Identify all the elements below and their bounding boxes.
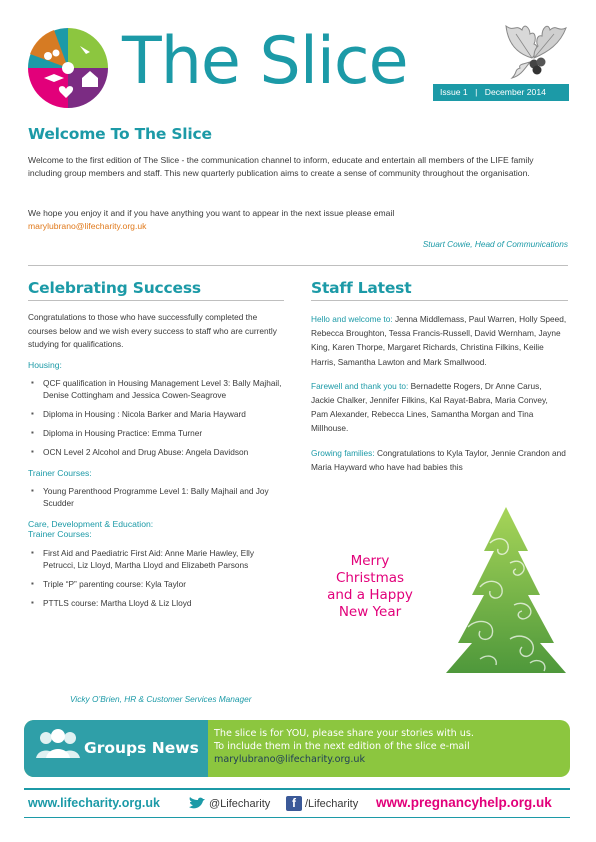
groups-news-text — [214, 727, 564, 766]
welcome-divider — [28, 265, 568, 266]
greeting-line-2: Christmas — [335, 570, 405, 586]
christmas-tree — [440, 503, 572, 681]
staff-title: Staff Latest — [311, 279, 412, 297]
twitter-bird-icon — [188, 797, 206, 810]
issue-separator: | — [475, 87, 478, 97]
issue-date: December 2014 — [484, 87, 546, 97]
welcome-email-link[interactable]: marylubrano@lifecharity.org.uk — [28, 221, 147, 231]
footer-site-link[interactable]: www.lifecharity.org.uk — [28, 796, 160, 810]
masthead-title: The Slice — [122, 24, 408, 99]
list-item: ▪ Diploma in Housing : Nicola Barker and Maria Hayward — [28, 408, 286, 420]
footer-pregnancy-link[interactable]: www.pregnancyhelp.org.uk — [376, 795, 552, 810]
footer-top-rule — [24, 788, 570, 790]
staff-farewell-text: Bernadette Rogers, Dr Anne Carus, Jackie Chalker, Jennifer Filkins, Kal Rayat-Babra, Maria Convey, Pam Alexander, Rebecca Lines, Samantha Morgan and Tina Millhouse. — [311, 380, 548, 434]
success-title: Celebrating Success — [28, 279, 201, 297]
staff-farewell — [311, 379, 567, 436]
staff-hello — [311, 312, 567, 369]
greeting-line-3: and a Happy — [327, 587, 413, 603]
footer-twitter[interactable] — [188, 797, 270, 810]
staff-hello-text: Jenna Middlemass, Paul Warren, Holly Speed, Rebecca Broughton, Tessa Francis-Russell, David Wernham, Jayne King, Karen Thorpe, Margaret Richards, Christina Filkins, Keilie Harris, Samantha Lawton and Mark Smallwood. — [311, 314, 567, 367]
groups-line-1: The slice is for YOU, please share your stories with us. — [214, 728, 474, 739]
footer-bottom-rule — [24, 817, 570, 818]
facebook-icon: f — [286, 796, 302, 811]
holly-icon — [494, 14, 574, 84]
trainer-heading: Trainer Courses: — [28, 467, 92, 478]
groups-line-2: To include them in the next edition of the slice e-mail — [214, 741, 470, 752]
staff-hello-label: Hello and welcome to: — [311, 314, 393, 324]
twitter-handle: @Lifecharity — [209, 797, 271, 810]
christmas-tree-icon — [440, 503, 572, 681]
staff-title-underline — [311, 300, 568, 301]
list-item: ▪ Diploma in Housing Practice: Emma Turner — [28, 427, 286, 439]
care-heading: Care, Development & Education: — [28, 518, 154, 529]
issue-number: Issue 1 — [440, 87, 468, 97]
housing-heading: Housing: — [28, 359, 62, 370]
holly-illustration — [494, 14, 574, 84]
list-item: ▪ OCN Level 2 Alcohol and Drug Abuse: Angela Davidson — [28, 446, 286, 458]
facebook-handle: /Lifecharity — [305, 797, 359, 810]
welcome-paragraph-1: Welcome to the first edition of The Slice - the communication channel to inform, educate and entertain all members of the LIFE family including group members and staff. This new quarterly publication aims to create a sense of community throughout the organisation. — [28, 155, 534, 178]
welcome-title: Welcome To The Slice — [28, 125, 212, 143]
list-item: ▪ First Aid and Paediatric First Aid: Anne Marie Hawley, Elly Petrucci, Liz Lloyd, Martha Lloyd and Elizabeth Parsons — [28, 547, 286, 571]
people-icon — [32, 728, 82, 768]
list-item: ▪ QCF qualification in Housing Management Level 3: Bally Majhail, Denise Cottingham and Jessica Cowen-Seagrove — [28, 377, 286, 401]
success-signature: Vicky O’Brien, HR & Customer Services Manager — [70, 694, 252, 704]
success-column — [28, 311, 286, 616]
housing-list — [28, 377, 286, 458]
staff-growing — [311, 446, 567, 474]
footer-facebook[interactable] — [286, 796, 358, 811]
staff-growing-text: Congratulations to Kyla Taylor, Jennie Crandon and Maria Hayward who have had babies this — [311, 447, 566, 472]
life-logo — [26, 26, 110, 110]
groups-news-title: Groups News — [84, 739, 199, 757]
list-item: ▪ PTTLS course: Martha Lloyd & Liz Lloyd — [28, 597, 286, 609]
welcome-paragraph-2: We hope you enjoy it and if you have anything you want to appear in the next issue please email — [28, 208, 395, 218]
list-item: ▪ Triple “P” parenting course: Kyla Taylor — [28, 578, 286, 590]
staff-farewell-label: Farewell and thank you to: — [311, 380, 409, 391]
success-intro: Congratulations to those who have successfully completed the courses below and we wish every success to staff who are currently studying for qualifications. — [28, 312, 277, 349]
groups-email-link[interactable]: marylubrano@lifecharity.org.uk — [214, 754, 366, 765]
life-logo-wheel-icon — [26, 26, 110, 110]
list-item: ▪ Young Parenthood Programme Level 1: Bally Majhail and Joy Scudder — [28, 485, 286, 509]
care-trainer-heading: Trainer Courses: — [28, 528, 92, 539]
welcome-signature: Stuart Cowie, Head of Communications — [422, 239, 568, 249]
staff-column — [311, 312, 567, 474]
groups-people-icon — [32, 728, 82, 768]
trainer-list — [28, 485, 286, 509]
success-title-underline — [28, 300, 284, 301]
care-list — [28, 547, 286, 609]
christmas-greeting — [310, 553, 430, 621]
greeting-line-1: Merry — [350, 553, 390, 569]
issue-line — [440, 87, 546, 97]
greeting-line-4: New Year — [338, 604, 402, 620]
staff-growing-label: Growing families: — [311, 447, 375, 458]
